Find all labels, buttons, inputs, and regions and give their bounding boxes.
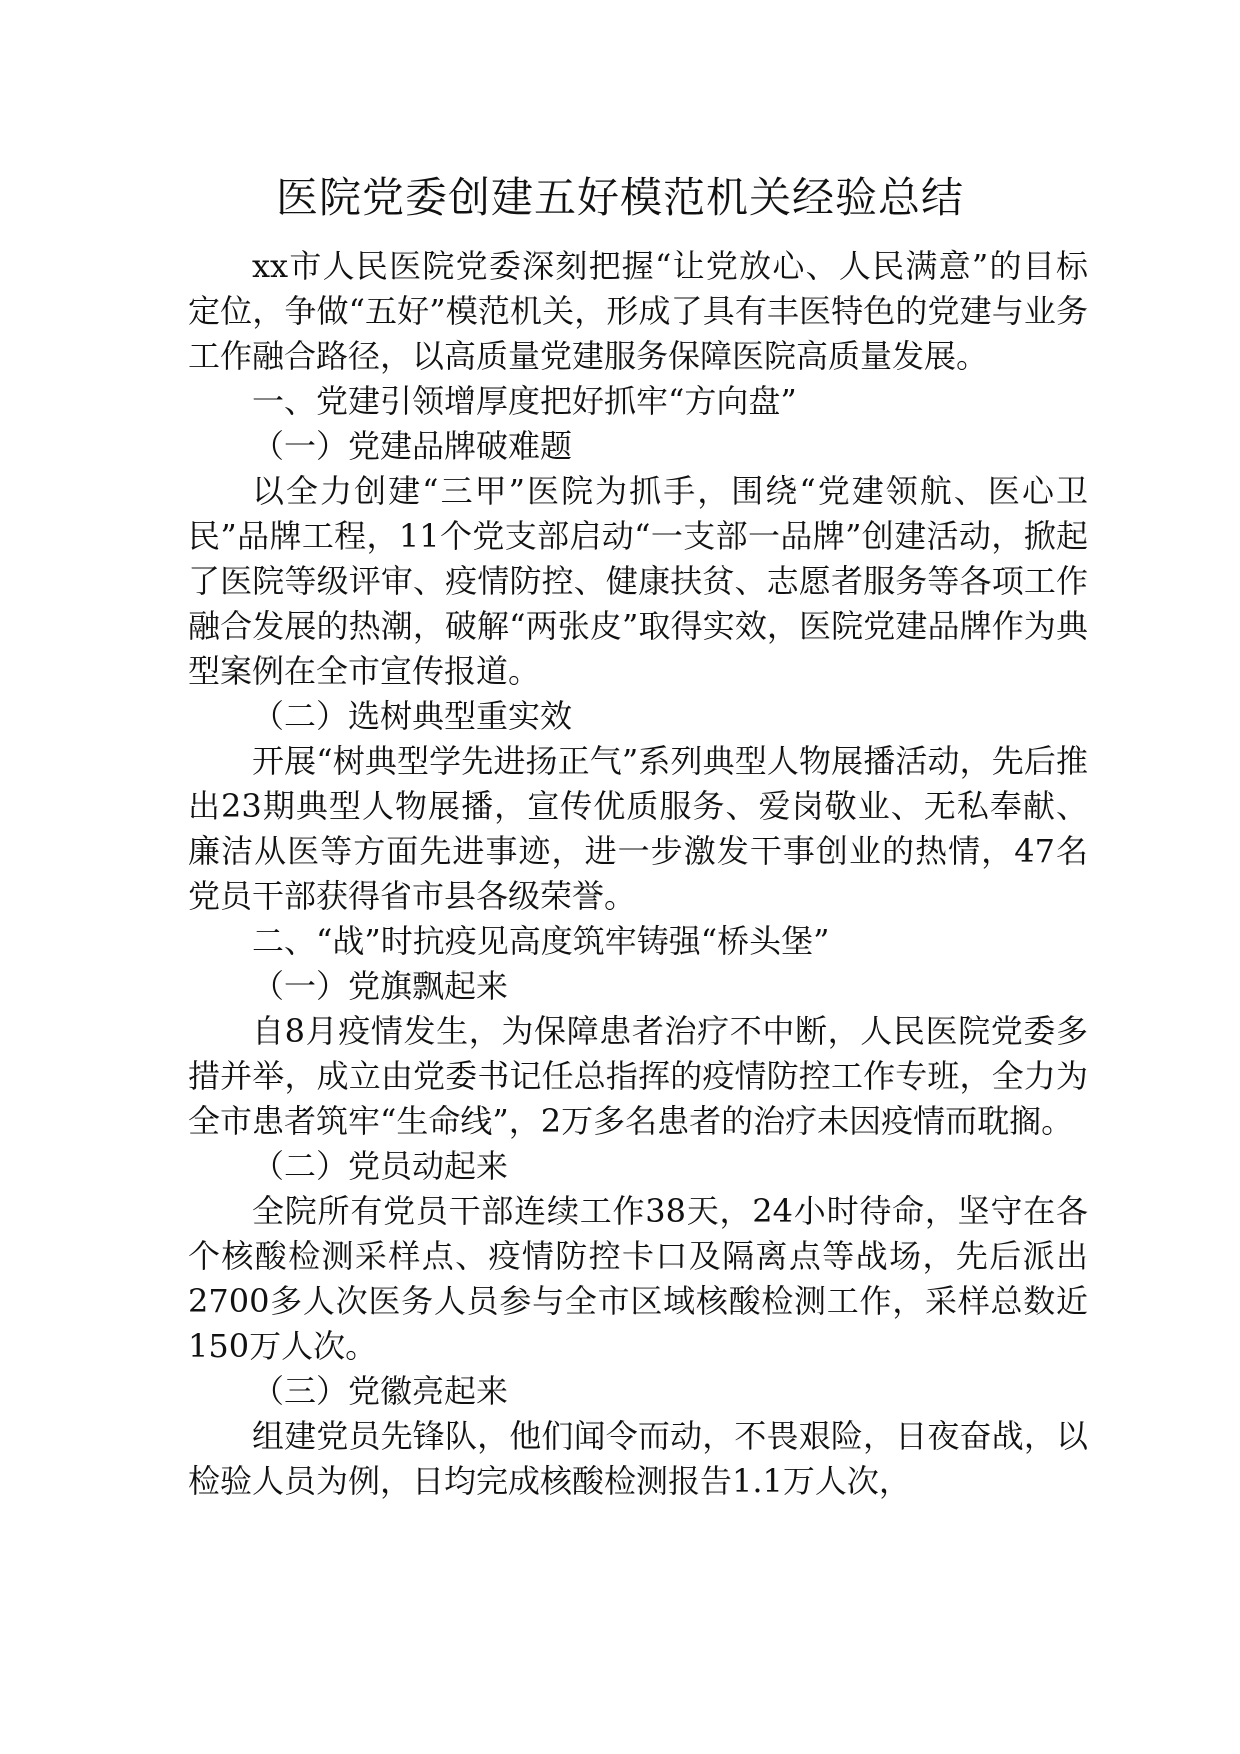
paragraph-intro: xx市人民医院党委深刻把握“让党放心、人民满意”的目标定位，争做“五好”模范机关，形成了具有丰医特色的党建与业务工作融合路径，以高质量党建服务保障医院高质量发展。 xyxy=(188,247,1088,375)
subsection-heading-2-2: （二）党员动起来 xyxy=(252,1147,509,1185)
section-heading-2: 二、“战”时抗疫见高度筑牢铸强“桥头堡” xyxy=(252,922,830,960)
paragraph-1-1: 以全力创建“三甲”医院为抓手，围绕“党建领航、医心卫民”品牌工程，11个党支部启动“一支部一品牌”创建活动，掀起了医院等级评审、疫情防控、健康扶贫、志愿者服务等各项工作融合发展的热潮，破解“两张皮”取得实效，医院党建品牌作为典型案例在全市宣传报道。 xyxy=(188,472,1088,690)
paragraph-2-3: 组建党员先锋队，他们闻令而动，不畏艰险，日夜奋战，以检验人员为例，日均完成核酸检测报告1.1万人次， xyxy=(188,1417,1088,1500)
document-body xyxy=(188,244,1088,1504)
subsection-heading-1-2: （二）选树典型重实效 xyxy=(252,697,573,735)
paragraph-2-2: 全院所有党员干部连续工作38天，24小时待命，坚守在各个核酸检测采样点、疫情防控卡口及隔离点等战场，先后派出2700多人次医务人员参与全市区域核酸检测工作，采样总数近150万人次。 xyxy=(188,1192,1088,1365)
document-title: 医院党委创建五好模范机关经验总结 xyxy=(275,173,964,222)
section-heading-1: 一、党建引领增厚度把好抓牢“方向盘” xyxy=(252,382,797,420)
subsection-heading-2-3: （三）党徽亮起来 xyxy=(252,1372,509,1410)
subsection-heading-2-1: （一）党旗飘起来 xyxy=(252,967,509,1005)
paragraph-2-1: 自8月疫情发生，为保障患者治疗不中断，人民医院党委多措并举，成立由党委书记任总指挥的疫情防控工作专班，全力为全市患者筑牢“生命线”，2万多名患者的治疗未因疫情而耽搁。 xyxy=(188,1012,1088,1140)
paragraph-1-2: 开展“树典型学先进扬正气”系列典型人物展播活动，先后推出23期典型人物展播，宣传优质服务、爱岗敬业、无私奉献、廉洁从医等方面先进事迹，进一步激发干事创业的热情，47名党员干部获得省市县各级荣誉。 xyxy=(188,742,1088,915)
subsection-heading-1-1: （一）党建品牌破难题 xyxy=(252,427,573,465)
